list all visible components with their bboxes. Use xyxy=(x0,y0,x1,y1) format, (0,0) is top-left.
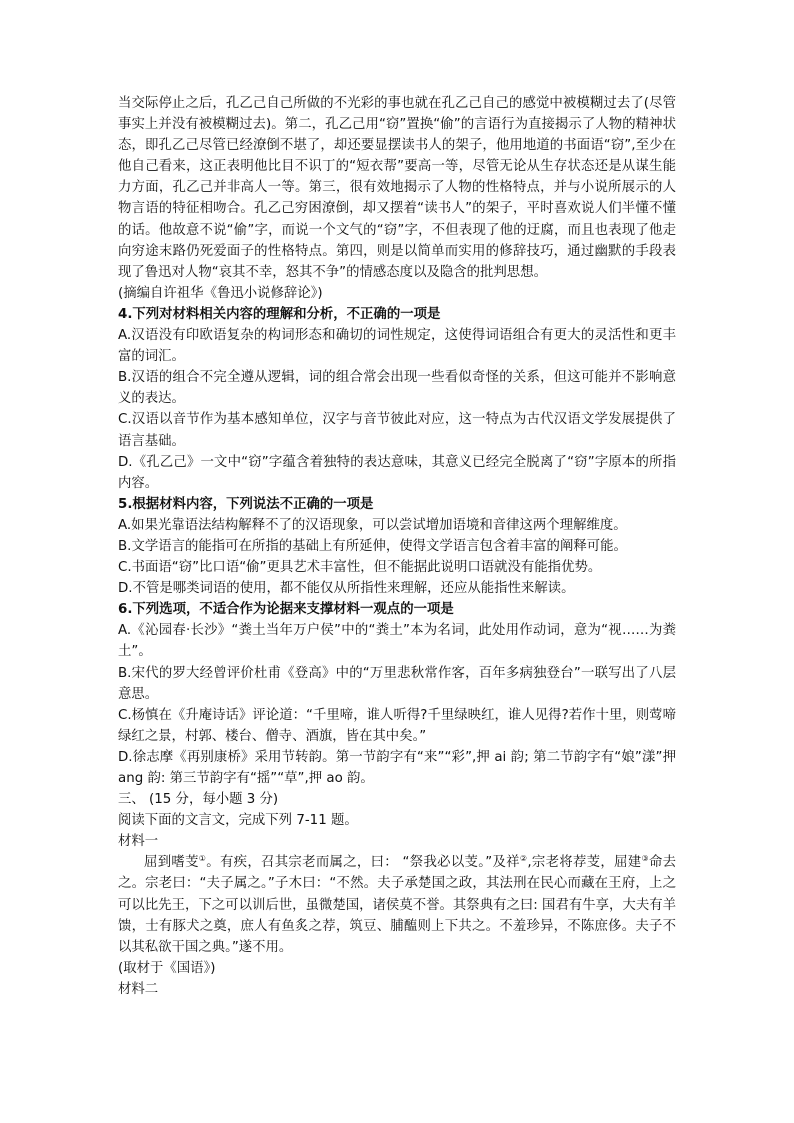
question-5-option-a: A.如果光靠语法结构解释不了的汉语现象，可以尝试增加语境和音律这两个理解维度。 xyxy=(118,517,627,533)
question-4-option-b: B.汉语的组合不完全遵从逻辑，词的组合常会出现一些看似奇怪的关系，但这可能并不影响意义的表达。 xyxy=(118,370,676,407)
material-1-text xyxy=(118,852,676,957)
document-page xyxy=(118,93,676,1000)
question-4-option-d: D.《孔乙己》一文中“窃”字蕴含着独特的表达意味，其意义已经完全脱离了“窃”字原本的所指内容。 xyxy=(118,454,676,491)
material-1-label: 材料一 xyxy=(118,834,159,850)
section-3-heading: 三、 (15 分，每小题 3 分) xyxy=(118,792,279,808)
question-5-option-c: C.书面语“窃”比口语“偷”更具艺术丰富性，但不能据此说明口语就没有能指优势。 xyxy=(118,560,602,576)
question-5-option-d: D.不管是哪类词语的使用，都不能仅从所指性来理解，还应从能指性来解读。 xyxy=(118,581,575,597)
question-5-option-b: B.文学语言的能指可在所指的基础上有所延伸，使得文学语言包含着丰富的阐释可能。 xyxy=(118,538,627,554)
question-4-option-a: A.汉语没有印欧语复杂的构词形态和确切的词性规定，这使得词语组合有更大的灵活性和更丰富的词汇。 xyxy=(118,328,676,365)
section-3-instruction: 阅读下面的文言文，完成下列 7-11 题。 xyxy=(118,813,358,829)
question-6-option-b: B.宋代的罗大经曾评价杜甫《登高》中的“万里悲秋常作客，百年多病独登台”一联写出了八层意思。 xyxy=(118,665,676,702)
footnote-marker: ③ xyxy=(641,854,649,864)
passage-paragraph: 当交际停止之后，孔乙己自己所做的不光彩的事也就在孔乙己自己的感觉中被模糊过去了(尽管事实上并没有被模糊过去)。第二，孔乙己用“窃”置换“偷”的言语行为直接揭示了人物的精神状态，即孔乙己尽管已经潦倒不堪了，却还要显摆读书人的架子，他用地道的书面语“窃”,至少在他自己看来，这正表明他比目不识丁的“短衣帮”要高一等，尽管无论从生存状态还是从谋生能力方面，孔乙己并非高人一等。第三，很有效地揭示了人物的性格特点，并与小说所展示的人物言语的特征相吻合。孔乙己穷困潦倒，却又摆着“读书人”的架子，平时喜欢说人们半懂不懂的话。他故意不说“偷”字，而说一个文气的“窃”字，不但表现了他的迂腐，而且也表现了他走向穷途末路仍死爱面子的性格特点。第四，则是以简单而实用的修辞技巧，通过幽默的手段表现了鲁迅对人物“哀其不幸，怒其不争”的情感态度以及隐含的批判思想。 xyxy=(118,96,676,280)
footnote-marker: ① xyxy=(198,854,207,864)
material-1-text-part: 命去之。宗老曰：“夫子属之。”子木曰：“不然。夫子承楚国之政，其法刑在民心而藏在王府，上之可以比先王，下之可以训后世，虽微楚国，诸侯莫不誉。其祭典有之曰: 国君有牛享，大夫有羊馈，士有豚犬之奠，庶人有鱼炙之荐，筑豆、脯醢则上下共之。不羞珍异，不陈庶侈。夫子不以其私欲干国之典。”遂不用。 xyxy=(118,855,677,955)
question-5-stem: 5.根据材料内容，下列说法不正确的一项是 xyxy=(118,496,374,512)
question-6-option-d: D.徐志摩《再别康桥》采用节转韵。第一节韵字有“来”“彩”,押 ai 韵; 第二节韵字有“娘”漾”押 ang 韵: 第三节韵字有“摇”“草”,押 ao 韵。 xyxy=(118,749,676,786)
material-1-source: (取材于《国语》) xyxy=(118,960,216,976)
question-6-option-c: C.杨慎在《升庵诗话》评论道：“千里啼，谁人听得?千里绿映红，谁人见得?若作十里，则莺啼绿红之景，村郭、楼台、僧寺、酒旗，皆在其中矣。” xyxy=(118,707,676,744)
material-1-text-part: 屈到嗜芰 xyxy=(144,855,199,871)
material-1-text-part: ,宗老将荐芰，屈建 xyxy=(527,855,642,871)
material-1-text-part: 。有疾，召其宗老而属之，曰： “祭我必以芰。”及祥 xyxy=(206,855,520,871)
question-4-option-c: C.汉语以音节作为基本感知单位，汉字与音节彼此对应，这一特点为古代汉语文学发展提供了语言基础。 xyxy=(118,412,676,449)
passage-source: (摘编自许祖华《鲁迅小说修辞论》) xyxy=(118,285,323,301)
question-6-stem: 6.下列选项，不适合作为论据来支撑材料一观点的一项是 xyxy=(118,602,454,618)
question-4-stem: 4.下列对材料相关内容的理解和分析，不正确的一项是 xyxy=(118,306,441,322)
question-6-option-a: A.《沁园春·长沙》“粪土当年万户侯”中的“粪土”本为名词，此处用作动词，意为“视……为粪土”。 xyxy=(118,623,676,660)
material-2-label: 材料二 xyxy=(118,981,159,997)
footnote-marker: ② xyxy=(519,854,528,864)
